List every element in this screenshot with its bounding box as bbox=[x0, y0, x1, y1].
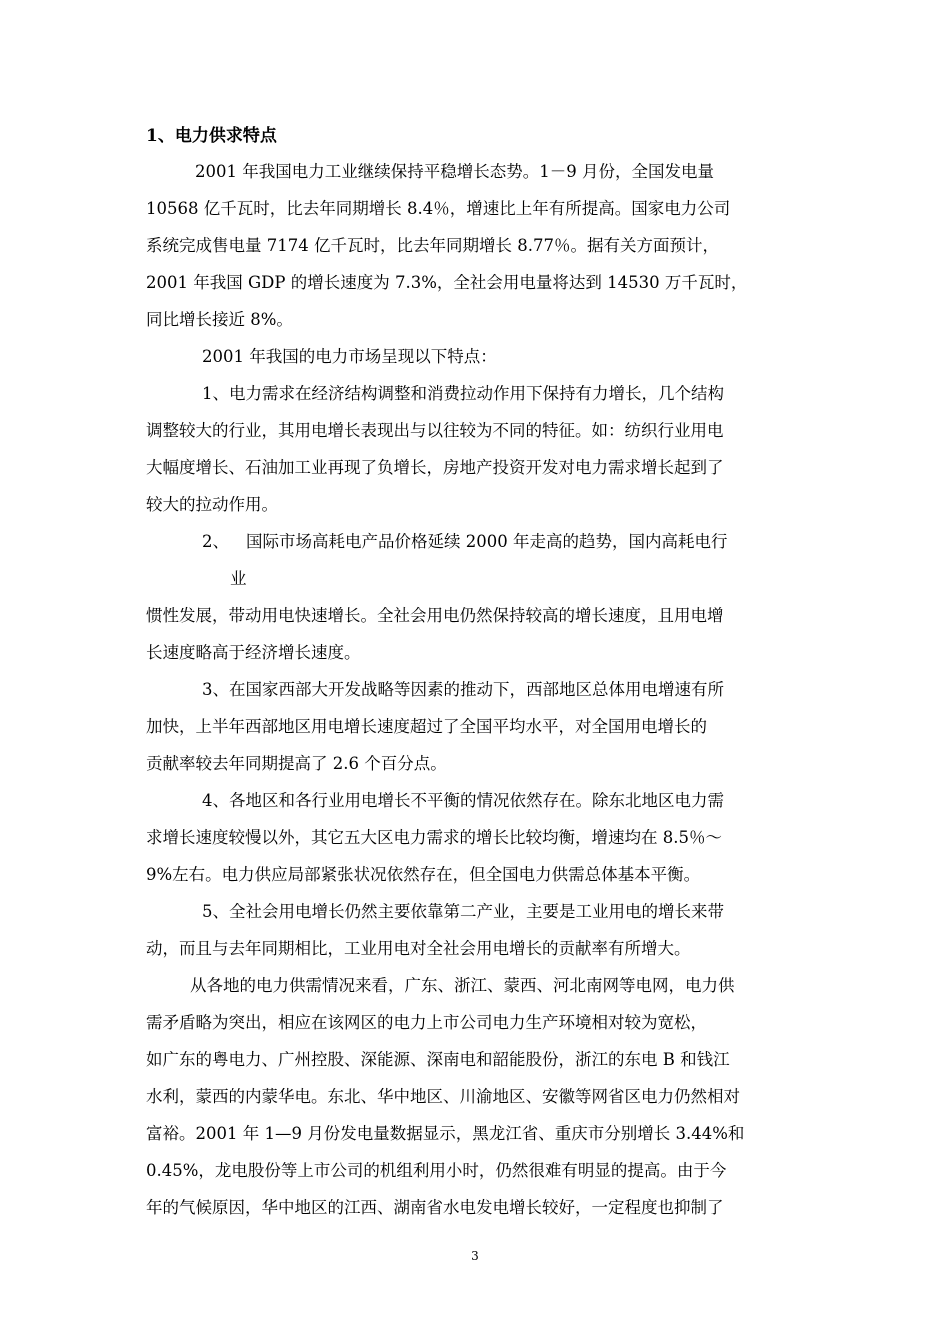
paragraph-line: 2001 年我国的电力市场呈现以下特点： bbox=[202, 347, 497, 366]
section-heading: 1、电力供求特点 bbox=[146, 126, 277, 146]
list-item-line: 大幅度增长、石油加工业再现了负增长，房地产投资开发对电力需求增长起到了 bbox=[146, 458, 724, 477]
paragraph-line: 富裕。2001 年 1—9 月份发电量数据显示，黑龙江省、重庆市分别增长 3.44%和 bbox=[146, 1124, 745, 1143]
list-item-line: 业 bbox=[230, 569, 247, 588]
paragraph-line: 0.45%，龙电股份等上市公司的机组利用小时，仍然很难有明显的提高。由于今 bbox=[146, 1161, 727, 1180]
paragraph-line: 2001 年我国 GDP 的增长速度为 7.3%，全社会用电量将达到 14530 万千瓦时， bbox=[146, 273, 748, 292]
list-item-line: 9%左右。电力供应局部紧张状况依然存在，但全国电力供需总体基本平衡。 bbox=[146, 865, 701, 884]
paragraph-line: 10568 亿千瓦时，比去年同期增长 8.4％，增速比上年有所提高。国家电力公司 bbox=[146, 199, 731, 218]
paragraph-line: 水利，蒙西的内蒙华电。东北、华中地区、川渝地区、安徽等网省区电力仍然相对 bbox=[146, 1087, 740, 1106]
paragraph-line: 如广东的粤电力、广州控股、深能源、深南电和韶能股份，浙江的东电 B 和钱江 bbox=[146, 1050, 730, 1069]
list-item-line: 贡献率较去年同期提高了 2.6 个百分点。 bbox=[146, 754, 447, 773]
paragraph-line: 年的气候原因，华中地区的江西、湖南省水电发电增长较好，一定程度也抑制了 bbox=[146, 1198, 724, 1217]
list-item-line: 求增长速度较慢以外，其它五大区电力需求的增长比较均衡，增速均在 8.5％～ bbox=[146, 828, 722, 847]
paragraph-line: 2001 年我国电力工业继续保持平稳增长态势。1－9 月份，全国发电量 bbox=[195, 162, 714, 181]
paragraph-line: 同比增长接近 8%。 bbox=[146, 310, 293, 329]
list-item-line: 长速度略高于经济增长速度。 bbox=[146, 643, 361, 662]
list-item-line: 5、全社会用电增长仍然主要依靠第二产业，主要是工业用电的增长来带 bbox=[202, 902, 724, 921]
list-item-line: 国际市场高耗电产品价格延续 2000 年走高的趋势，国内高耗电行 bbox=[246, 532, 728, 551]
list-item-line: 加快，上半年西部地区用电增长速度超过了全国平均水平，对全国用电增长的 bbox=[146, 717, 707, 736]
list-item-line: 调整较大的行业，其用电增长表现出与以往较为不同的特征。如：纺织行业用电 bbox=[146, 421, 724, 440]
list-item-line: 动，而且与去年同期相比，工业用电对全社会用电增长的贡献率有所增大。 bbox=[146, 939, 691, 958]
list-item-line: 较大的拉动作用。 bbox=[146, 495, 278, 514]
paragraph-line: 系统完成售电量 7174 亿千瓦时，比去年同期增长 8.77％。据有关方面预计， bbox=[146, 236, 719, 255]
list-item-line: 3、在国家西部大开发战略等因素的推动下，西部地区总体用电增速有所 bbox=[202, 680, 724, 699]
paragraph-line: 从各地的电力供需情况来看，广东、浙江、蒙西、河北南网等电网，电力供 bbox=[190, 976, 735, 995]
paragraph-line: 需矛盾略为突出，相应在该网区的电力上市公司电力生产环境相对较为宽松， bbox=[146, 1013, 707, 1032]
list-item-number: 2、 bbox=[202, 532, 229, 551]
page-number: 3 bbox=[471, 1249, 479, 1263]
list-item-line: 4、各地区和各行业用电增长不平衡的情况依然存在。除东北地区电力需 bbox=[202, 791, 724, 810]
list-item-line: 惯性发展，带动用电快速增长。全社会用电仍然保持较高的增长速度，且用电增 bbox=[146, 606, 724, 625]
list-item-line: 1、电力需求在经济结构调整和消费拉动作用下保持有力增长，几个结构 bbox=[202, 384, 724, 403]
